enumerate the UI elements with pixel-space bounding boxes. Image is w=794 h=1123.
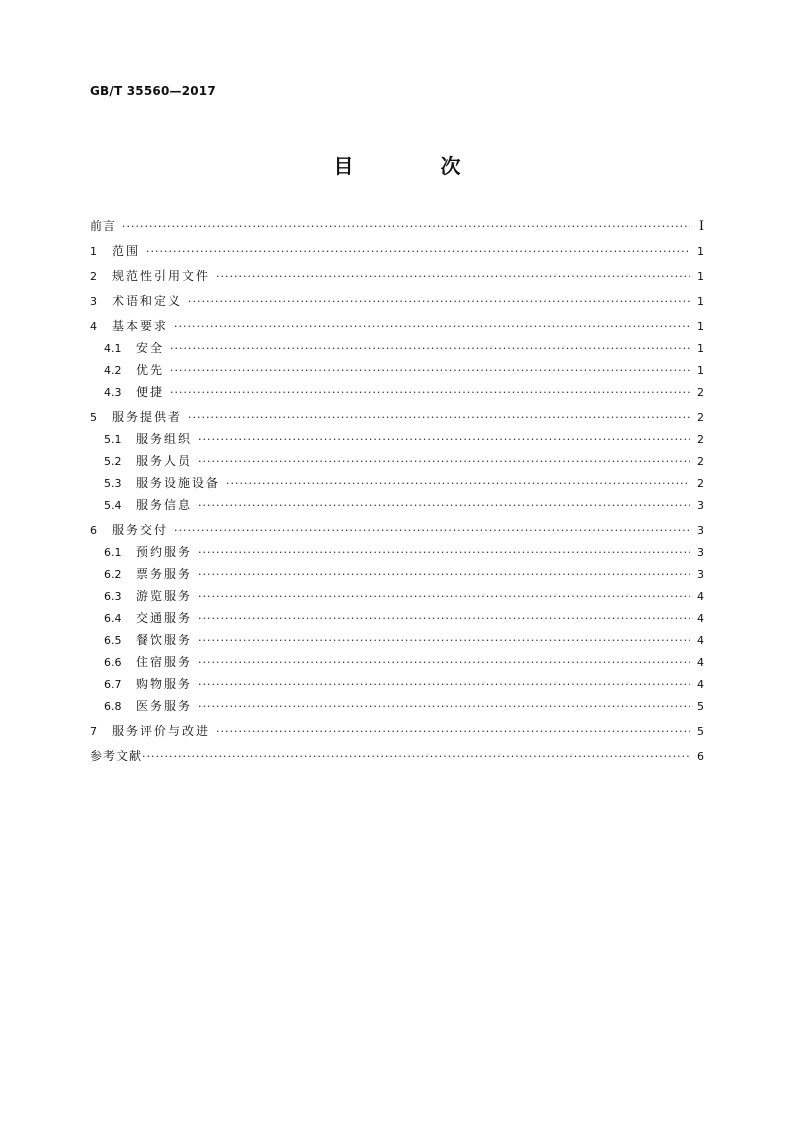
toc-entry-page: 5 — [697, 725, 704, 738]
standard-number: GB/T 35560—2017 — [90, 84, 216, 98]
dot-leader — [198, 611, 690, 627]
toc-entry-number: 3 — [90, 295, 97, 308]
toc-entry-page: 1 — [697, 320, 704, 333]
toc-entry-label: 基本要求 — [112, 319, 169, 333]
dot-leader — [146, 244, 690, 260]
dot-leader — [198, 432, 690, 448]
toc-entry-label: 安全 — [136, 341, 165, 355]
toc-entry-number: 6.3 — [104, 590, 122, 603]
toc-entry-number: 5.4 — [104, 499, 122, 512]
dot-leader — [198, 589, 690, 605]
dot-leader — [198, 454, 690, 470]
toc-entry-page: 4 — [697, 590, 704, 603]
dot-leader — [198, 699, 690, 715]
toc-entry-page: 1 — [697, 245, 704, 258]
toc-entry-5-3[interactable] — [90, 475, 704, 492]
toc-entry-label: 医务服务 — [136, 699, 193, 713]
dot-leader — [170, 341, 690, 357]
toc-entry-6-2[interactable] — [90, 566, 704, 583]
toc-entry-label: 规范性引用文件 — [112, 269, 211, 283]
toc-entry-page: 6 — [697, 750, 704, 763]
toc-entry-6-8[interactable] — [90, 698, 704, 715]
toc-entry-page: 4 — [697, 634, 704, 647]
toc-entry-page: 2 — [697, 477, 704, 490]
dot-leader — [174, 523, 690, 539]
toc-entry-3[interactable] — [90, 293, 704, 310]
toc-entry-page: 3 — [697, 568, 704, 581]
toc-entry-preface[interactable] — [90, 218, 704, 235]
toc-entry-6-1[interactable] — [90, 544, 704, 561]
dot-leader — [122, 219, 690, 235]
toc-entry-number: 6 — [90, 524, 97, 537]
toc-entry-label: 交通服务 — [136, 611, 193, 625]
dot-leader — [198, 498, 690, 514]
toc-entry-6-4[interactable] — [90, 610, 704, 627]
toc-entry-page: 4 — [697, 612, 704, 625]
dot-leader — [198, 545, 690, 561]
toc-entry-number: 6.8 — [104, 700, 122, 713]
dot-leader — [226, 476, 690, 492]
toc-entry-references[interactable] — [90, 748, 704, 765]
toc-entry-number: 6.2 — [104, 568, 122, 581]
toc-entry-label: 服务人员 — [136, 454, 193, 468]
toc-entry-label: 购物服务 — [136, 677, 193, 691]
toc-entry-4-3[interactable] — [90, 384, 704, 401]
toc-entry-label: 优先 — [136, 363, 165, 377]
toc-entry-label: 票务服务 — [136, 567, 193, 581]
toc-entry-page: 2 — [697, 386, 704, 399]
toc-entry-page: 3 — [697, 546, 704, 559]
toc-entry-page: 2 — [697, 455, 704, 468]
toc-entry-number: 1 — [90, 245, 97, 258]
toc-entry-2[interactable] — [90, 268, 704, 285]
toc-entry-6-7[interactable] — [90, 676, 704, 693]
toc-entry-label: 服务信息 — [136, 498, 193, 512]
toc-entry-number: 4.1 — [104, 342, 122, 355]
toc-entry-number: 2 — [90, 270, 97, 283]
toc-entry-page: 5 — [697, 700, 704, 713]
toc-entry-label: 服务组织 — [136, 432, 193, 446]
toc-entry-label: 服务交付 — [112, 523, 169, 537]
toc-entry-label: 餐饮服务 — [136, 633, 193, 647]
toc-entry-5[interactable] — [90, 409, 704, 426]
toc-entry-page: 1 — [697, 364, 704, 377]
toc-entry-page: 1 — [697, 342, 704, 355]
dot-leader — [198, 633, 690, 649]
toc-entry-page: 4 — [697, 656, 704, 669]
toc-entry-7[interactable] — [90, 723, 704, 740]
toc-entry-label: 服务设施设备 — [136, 476, 221, 490]
toc-entry-number: 4 — [90, 320, 97, 333]
toc-entry-number: 6.7 — [104, 678, 122, 691]
toc-entry-label: 服务评价与改进 — [112, 724, 211, 738]
toc-entry-label: 术语和定义 — [112, 294, 183, 308]
table-of-contents — [90, 216, 704, 765]
toc-entry-number: 6.6 — [104, 656, 122, 669]
dot-leader — [170, 363, 690, 379]
toc-entry-label: 预约服务 — [136, 545, 193, 559]
dot-leader — [198, 677, 690, 693]
toc-entry-number: 4.2 — [104, 364, 122, 377]
toc-entry-number: 5.1 — [104, 433, 122, 446]
toc-entry-number: 6.4 — [104, 612, 122, 625]
toc-entry-number: 5.2 — [104, 455, 122, 468]
toc-entry-page: 3 — [697, 524, 704, 537]
toc-entry-number: 5.3 — [104, 477, 122, 490]
dot-leader — [216, 724, 690, 740]
toc-entry-number: 4.3 — [104, 386, 122, 399]
dot-leader — [216, 269, 690, 285]
toc-entry-1[interactable] — [90, 243, 704, 260]
toc-entry-number: 5 — [90, 411, 97, 424]
dot-leader — [188, 294, 690, 310]
toc-entry-page: 1 — [697, 295, 704, 308]
toc-entry-page: I — [698, 219, 704, 234]
toc-entry-page: 3 — [697, 499, 704, 512]
dot-leader — [170, 385, 690, 401]
toc-entry-page: 2 — [697, 433, 704, 446]
toc-entry-label: 参考文献 — [90, 749, 143, 763]
toc-entry-5-2[interactable] — [90, 453, 704, 470]
page-title: 目 次 — [333, 154, 501, 178]
toc-entry-label: 便捷 — [136, 385, 165, 399]
toc-entry-label: 游览服务 — [136, 589, 193, 603]
toc-entry-number: 7 — [90, 725, 97, 738]
toc-entry-6[interactable] — [90, 522, 704, 539]
toc-entry-5-1[interactable] — [90, 431, 704, 448]
toc-entry-label: 服务提供者 — [112, 410, 183, 424]
dot-leader — [142, 749, 690, 765]
toc-entry-page: 1 — [697, 270, 704, 283]
toc-entry-6-6[interactable] — [90, 654, 704, 671]
dot-leader — [198, 655, 690, 671]
toc-entry-4[interactable] — [90, 318, 704, 335]
toc-entry-4-1[interactable] — [90, 340, 704, 357]
toc-entry-page: 4 — [697, 678, 704, 691]
toc-entry-4-2[interactable] — [90, 362, 704, 379]
dot-leader — [188, 410, 690, 426]
toc-entry-5-4[interactable] — [90, 497, 704, 514]
dot-leader — [174, 319, 690, 335]
toc-entry-number: 6.1 — [104, 546, 122, 559]
dot-leader — [198, 567, 690, 583]
toc-entry-label: 前言 — [90, 219, 117, 233]
toc-entry-label: 住宿服务 — [136, 655, 193, 669]
toc-entry-6-5[interactable] — [90, 632, 704, 649]
toc-entry-page: 2 — [697, 411, 704, 424]
toc-entry-label: 范围 — [112, 244, 141, 258]
toc-entry-6-3[interactable] — [90, 588, 704, 605]
toc-entry-number: 6.5 — [104, 634, 122, 647]
